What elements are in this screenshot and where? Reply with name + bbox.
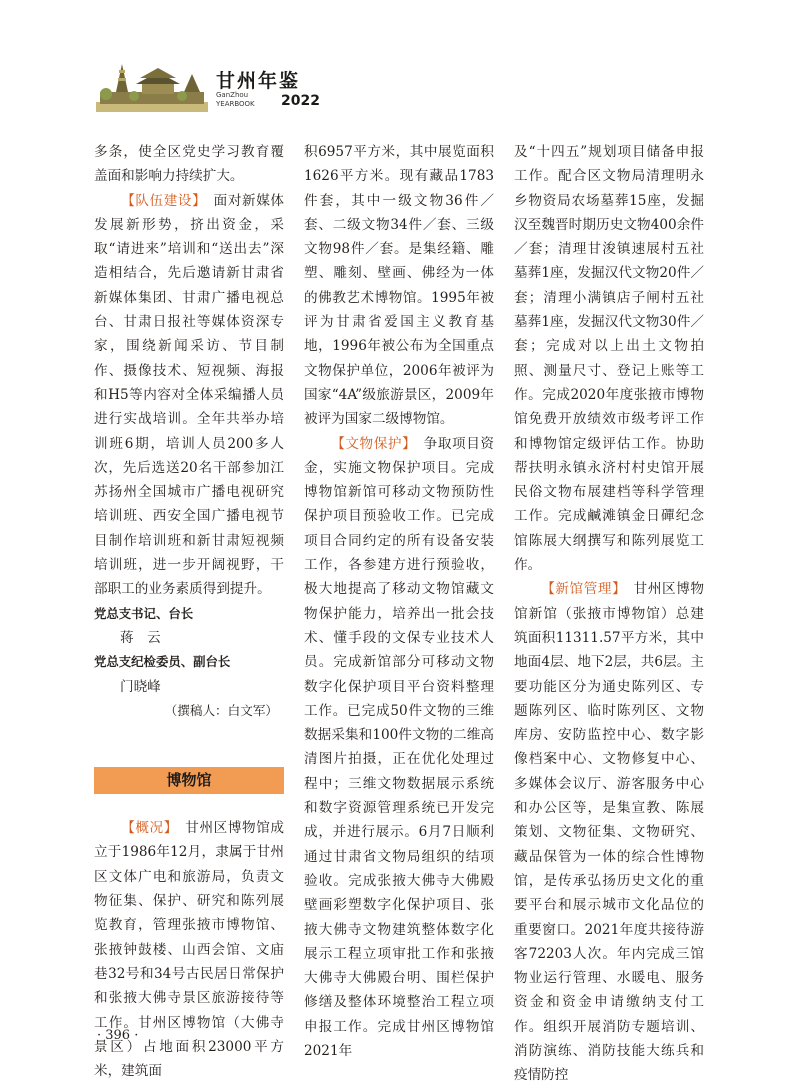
section-tag: 【新馆管理】 — [541, 581, 620, 598]
paragraph-text: 甘州区博物馆成立于1986年12月，隶属于甘州区文体广电和旅游局，负责文物征集、保护、研究和陈列展览教育，管理张掖市博物馆、张掖钟鼓楼、山西会馆、文庙巷32号和34号古民居日常保护和张掖大佛寺景区旅游接待等工作。甘州区博物馆（大佛寺景区）占地面积23000平方米，建筑面 — [94, 820, 285, 1080]
page-number: · 396 · — [97, 1028, 139, 1043]
paragraph-text: 面对新媒体发展新形势，挤出资金，采取“请进来”培训和“送出去”深造相结合，先后邀请新甘肃省新媒体集团、甘肃广播电视总台、甘肃日报社等媒体资深专家，围绕新闻采访、节目制作、摄像技术、短视频、海报和H5等内容对全体采编播人员进行实战培训。全年共举办培训班6期，培训人员200多人次，先后选送20名干部参加江苏扬州全国城市广播电视研究培训班、西安全国广播电视节目制作培训班和新甘肃短视频培训班，进一步开阔视野，干部职工的业务素质得到提升。 — [94, 192, 285, 598]
author-credit: （撰稿人：白文军） — [164, 702, 278, 718]
staff-name: 门晓峰 — [120, 678, 161, 695]
temple-pagoda-icon — [96, 58, 208, 114]
section-tag: 【概况】 — [121, 820, 172, 837]
yearbook-header — [96, 58, 336, 114]
paragraph-team-building — [94, 189, 284, 602]
paragraph-relic-protection — [304, 432, 494, 1064]
section-tag: 【文物保护】 — [331, 435, 410, 452]
section-heading-museum: 博物馆 — [94, 767, 284, 794]
staff-role: 党总支书记、台长 — [94, 605, 194, 621]
staff-role: 党总支纪检委员、副台长 — [94, 654, 231, 670]
paragraph: 多条，使全区党史学习教育覆盖面和影响力持续扩大。 — [94, 144, 284, 185]
section-tag: 【队伍建设】 — [121, 192, 200, 209]
paragraph: 及“十四五”规划项目储备申报工作。配合区文物局清理明永乡物资局农场墓葬15座，发掘汉至魏晋时期历史文物400余件／套；清理甘浚镇速展村五社墓葬1座，发掘汉代文物20件／套；清理小满镇店子闸村五社墓葬1座，发掘汉代文物30件／套；完成对以上出土文物拍照、测量尺寸、登记上账等工作。完成2020年度张掖市博物馆免费开放绩效市级考评工作和博物馆定级评估工作。协助帮扶明永镇永济村村史馆开展民俗文物布展建档等科学管理工作。完成鹹滩镇金日磾纪念馆陈展大纲撰写和陈列展览工作。 — [514, 144, 704, 574]
staff-name: 蒋 云 — [120, 629, 161, 646]
text-column-2 — [304, 140, 494, 1063]
yearbook-year: 2022 — [281, 93, 320, 109]
yearbook-title: 甘州年鉴 — [216, 70, 301, 92]
paragraph-overview — [94, 816, 284, 1083]
text-column-3 — [514, 140, 704, 1088]
yearbook-en-label: YEARBOOK — [216, 100, 255, 108]
paragraph: 积6957平方米，其中展览面积1626平方米。现有藏品1783件套，其中一级文物36件／套、二级文物34件／套、三级文物98件／套。是集经籍、雕塑、雕刻、壁画、佛经为一体的佛教艺术博物馆。1995年被评为甘肃省爱国主义教育基地，1996年被公布为全国重点文物保护单位，2006年被评为国家“4A”级旅游景区，2009年被评为国家二级博物馆。 — [304, 144, 494, 428]
text-column-1 — [94, 140, 284, 1083]
yearbook-en-name: GanZhou — [216, 91, 249, 99]
paragraph-text: 甘州区博物馆新馆（张掖市博物馆）总建筑面积11311.57平方米，其中地面4层、地下2层，共6层。主要功能区分为通史陈列区、专题陈列区、临时陈列区、文物库房、安防监控中心、数字影像档案中心、文物修复中心、多媒体会议厅、游客服务中心和办公区等，是集宣教、陈展策划、文物征集、文物研究、藏品保管为一体的综合性博物馆，是传承弘扬历史文化的重要平台和展示城市文化品位的重要窗口。2021年度共接待游客72203人次。年内完成三馆物业运行管理、水暖电、服务资金和资金申请缴纳支付工作。组织开展消防专题培训、消防演练、消防技能大练兵和疫情防控 — [514, 581, 705, 1084]
paragraph-text: 争取项目资金，实施文物保护项目。完成博物馆新馆可移动文物预防性保护项目预验收工作。已完成项目合同约定的所有设备安装工作，各参建方进行预验收，极大地提高了移动文物馆藏文物保护能力，培养出一批会技术、懂手段的文保专业技术人员。完成新馆部分可移动文物数字化保护项目平台资料整理工作。已完成50件文物的三维数据采集和100件文物的二维高清图片拍摄，正在优化处理过程中；三维文物数据展示系统和数字资源管理系统已开发完成，并进行展示。6月7日顺利通过甘肃省文物局组织的结项验收。完成张掖大佛寺大佛殿壁画彩塑数字化保护项目、张掖大佛寺文物建筑整体数字化展示工程立项审批工作和张掖大佛寺大佛殿台明、围栏保护修缮及整体环境整治工程立项申报工作。完成甘州区博物馆2021年 — [304, 435, 495, 1059]
paragraph-new-museum-management — [514, 577, 704, 1087]
